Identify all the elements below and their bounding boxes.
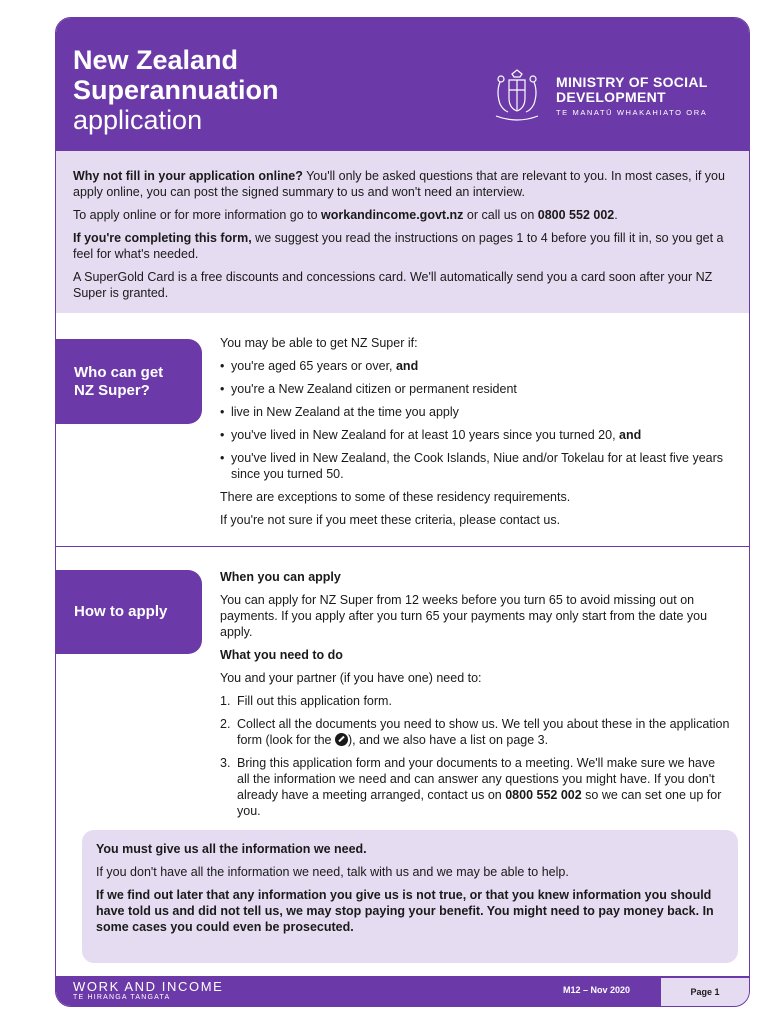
intro-supergold: A SuperGold Card is a free discounts and concessions card. We'll automatically send you a card soon after your NZ Super is granted. <box>73 270 713 300</box>
list-item: • you're aged 65 years or over, and <box>220 358 731 374</box>
intro-panel <box>56 151 749 313</box>
notice-warning: If we find out later that any information you give us is not true, or that you knew information you should have told us and did not tell us, we may stop paying your benefit. You might need to pay money back. In some cases you could even be prosecuted. <box>96 888 714 934</box>
intro-online: Why not fill in your application online? You'll only be asked questions that are relevant to you. In most cases, if you apply online, you can post the signed summary to us and won't need an interview. <box>73 169 725 199</box>
intro-completing: If you're completing this form, we suggest you read the instructions on pages 1 to 4 before you fill it in, so you get a feel for what's needed. <box>73 231 724 261</box>
list-item: 1. Fill out this application form. <box>220 694 392 708</box>
application-form-page <box>55 17 750 1007</box>
notice-heading: You must give us all the information we need. <box>96 842 367 856</box>
title-line-2: Superannuation <box>73 75 279 105</box>
website-link[interactable]: workandincome.govt.nz <box>321 208 464 222</box>
footer-brand: WORK AND INCOME <box>73 979 224 994</box>
how-content <box>220 569 731 826</box>
page-number: Page 1 <box>661 978 749 1006</box>
title-line-3: application <box>73 105 203 135</box>
who-lead: You may be able to get NZ Super if: <box>220 336 418 350</box>
page-header <box>56 18 749 151</box>
footer-brand-sub: TE HIRANGA TANGATA <box>73 994 171 1001</box>
title-line-1: New Zealand <box>73 45 239 75</box>
who-content <box>220 335 731 535</box>
document-icon <box>335 733 348 746</box>
section-tab-who: Who can get NZ Super? <box>56 339 202 424</box>
ministry-logo <box>486 68 708 122</box>
subheading-when: When you can apply <box>220 570 341 584</box>
ministry-name-line-2: DEVELOPMENT <box>556 89 666 105</box>
steps-list <box>220 693 731 819</box>
list-item: • you're a New Zealand citizen or permanent resident <box>220 381 731 397</box>
page-title <box>73 45 279 135</box>
subheading-what: What you need to do <box>220 648 343 662</box>
phone-number: 0800 552 002 <box>505 788 582 802</box>
ministry-maori-name: TE MANATŪ WHAKAHIATO ORA <box>556 108 708 117</box>
when-text: You can apply for NZ Super from 12 weeks before you turn 65 to avoid missing out on payments. If you apply after you turn 65 your payments may only start from the date you apply. <box>220 593 708 639</box>
what-lead: You and your partner (if you have one) need to: <box>220 671 482 685</box>
notice-help: If you don't have all the information we need, talk with us and we may be able to help. <box>96 865 569 879</box>
ministry-name-line-1: MINISTRY OF SOCIAL <box>556 74 708 90</box>
intro-contact: To apply online or for more information go to workandincome.govt.nz or call us on 0800 552 002. <box>73 208 618 222</box>
list-item: • live in New Zealand at the time you apply <box>220 404 731 420</box>
phone-number: 0800 552 002 <box>537 208 615 222</box>
list-item: 2. Collect all the documents you need to show us. We tell you about these in the application form (look for the ), and we also have a list on page 3. <box>220 717 730 747</box>
form-code: M12 – Nov 2020 <box>563 985 631 995</box>
list-item: • you've lived in New Zealand for at least 10 years since you turned 20, and <box>220 427 731 443</box>
section-tab-how: How to apply <box>56 570 202 654</box>
warning-notice <box>82 830 738 963</box>
eligibility-list <box>220 358 731 482</box>
page-footer <box>56 976 749 1006</box>
who-contact: If you're not sure if you meet these criteria, please contact us. <box>220 513 561 527</box>
section-who-can-get <box>56 313 749 547</box>
who-exceptions: There are exceptions to some of these residency requirements. <box>220 490 571 504</box>
coat-of-arms-icon <box>486 68 548 122</box>
list-item: 3. Bring this application form and your documents to a meeting. We'll make sure we have all the information we need and can answer any questions you might have. If you don't already have a meeting arranged, contact us on 0800 552 002 so we can set one up for you. <box>220 756 722 818</box>
list-item: • you've lived in New Zealand, the Cook Islands, Niue and/or Tokelau for at least five years since you turned 50. <box>220 450 731 482</box>
